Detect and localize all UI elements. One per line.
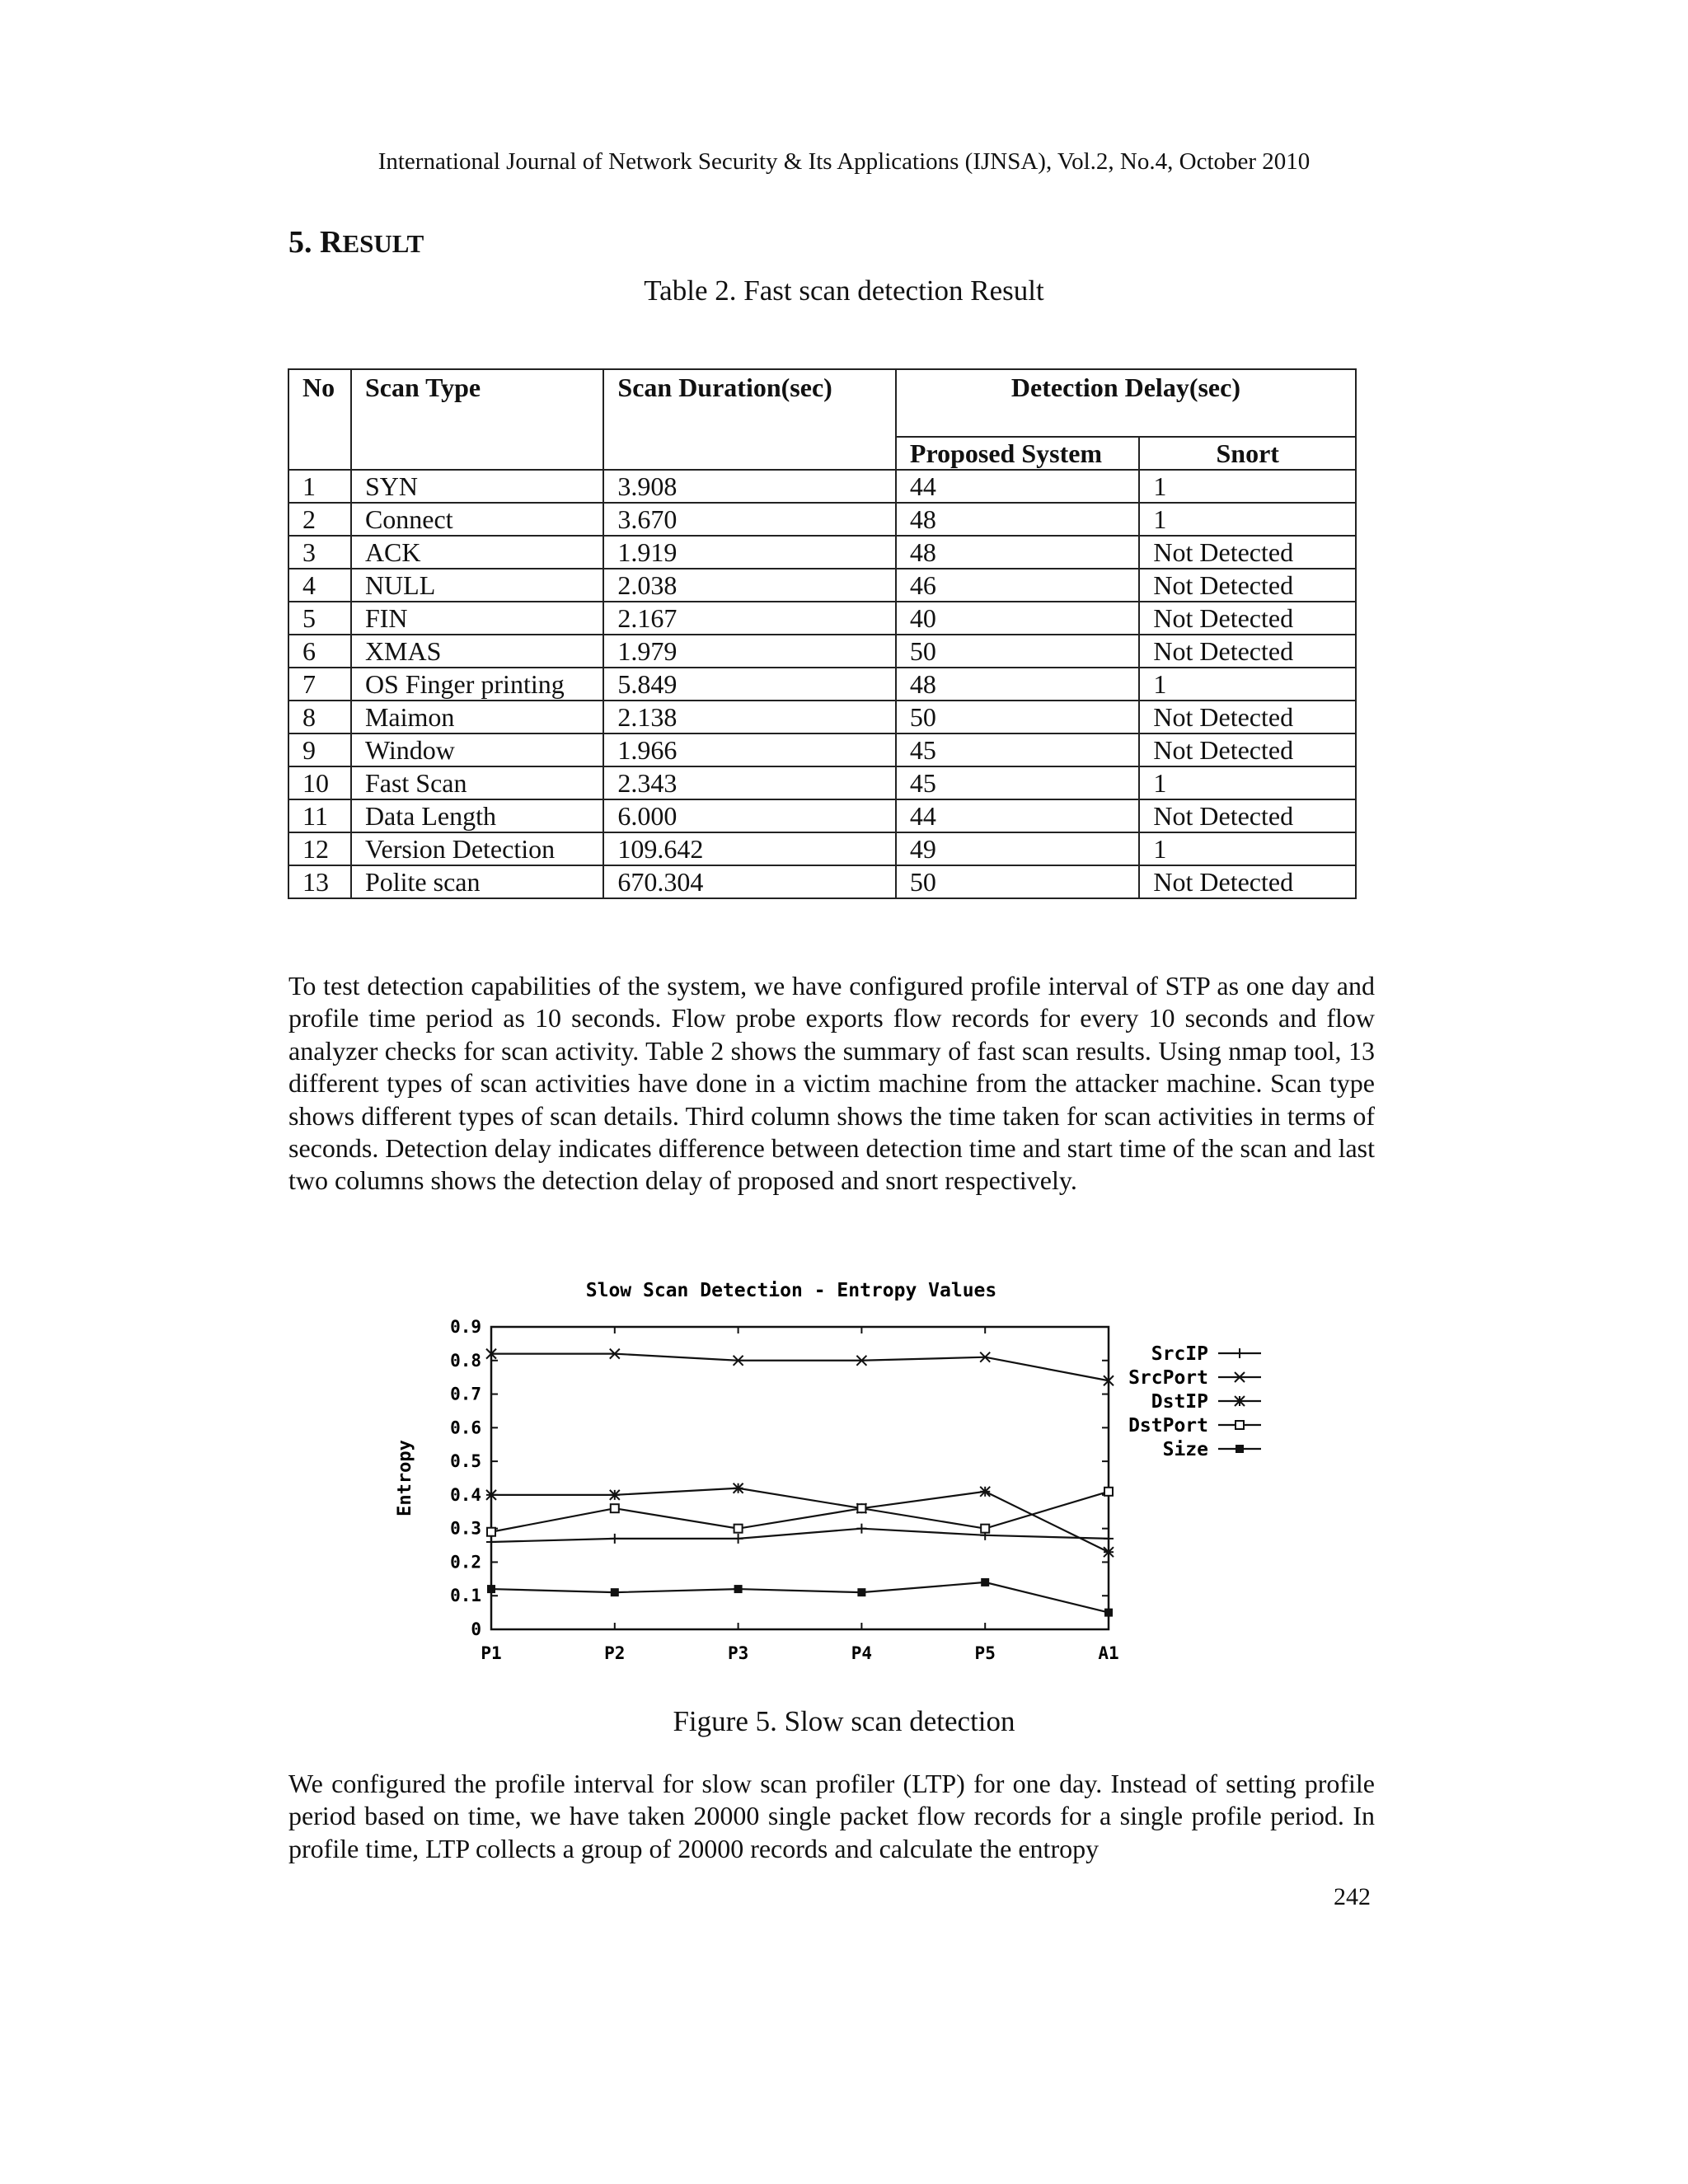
- cell-proposed-delay: 50: [896, 701, 1140, 733]
- cell-proposed-delay: 45: [896, 766, 1140, 799]
- cell-proposed-delay: 48: [896, 503, 1140, 536]
- y-tick-label: 0.6: [450, 1418, 481, 1438]
- cell-scan-duration: 1.979: [603, 635, 896, 668]
- data-point-srcip: [856, 1524, 866, 1534]
- legend-marker-dstip: [1235, 1396, 1245, 1406]
- cell-proposed-delay: 48: [896, 536, 1140, 569]
- y-tick-label: 0.8: [450, 1350, 481, 1371]
- cell-no: 13: [288, 865, 351, 898]
- cell-scan-duration: 2.343: [603, 766, 896, 799]
- cell-proposed-delay: 45: [896, 733, 1140, 766]
- y-tick-label: 0.9: [450, 1317, 481, 1337]
- cell-no: 1: [288, 470, 351, 503]
- y-tick-label: 0.2: [450, 1552, 481, 1572]
- legend-label-dstip: DstIP: [1151, 1391, 1208, 1413]
- data-point-size: [611, 1588, 619, 1596]
- cell-scan-duration: 3.908: [603, 470, 896, 503]
- x-tick-label: P1: [481, 1643, 502, 1663]
- data-point-dstport: [857, 1504, 865, 1512]
- cell-scan-type: XMAS: [351, 635, 603, 668]
- data-point-dstip: [980, 1487, 990, 1497]
- legend-marker-dstport: [1236, 1421, 1244, 1429]
- header-proposed-system: Proposed System: [896, 437, 1140, 470]
- table-row: [288, 766, 1356, 799]
- cell-scan-duration: 2.167: [603, 602, 896, 635]
- cell-scan-duration: 2.038: [603, 569, 896, 602]
- legend-label-srcip: SrcIP: [1151, 1343, 1208, 1365]
- table-row: [288, 503, 1356, 536]
- cell-no: 5: [288, 602, 351, 635]
- cell-proposed-delay: 40: [896, 602, 1140, 635]
- paragraph-scan-results: To test detection capabilities of the system, we have configured profile interval of STP as one day and profile time period as 10 seconds. Flow probe exports flow records for every 10 seconds and flow analyzer checks for scan activity. Table 2 shows the summary of fast scan results. Using nmap tool, 13 different types of scan activities have done in a victim machine from the attacker machine. Scan type shows different types of scan details. Third column shows the time taken for scan activities in terms of seconds. Detection delay indicates difference between detection time and start time of the scan and last two columns shows the detection delay of proposed and snort respectively.: [288, 971, 1376, 1196]
- legend-label-size: Size: [1162, 1439, 1208, 1460]
- table-row: [288, 536, 1356, 569]
- header-snort: Snort: [1139, 437, 1356, 470]
- chart-title: Slow Scan Detection - Entropy Values: [585, 1280, 997, 1301]
- cell-snort-delay: Not Detected: [1139, 602, 1356, 635]
- cell-scan-duration: 3.670: [603, 503, 896, 536]
- data-point-dstport: [1104, 1488, 1113, 1496]
- cell-no: 4: [288, 569, 351, 602]
- data-point-dstip: [734, 1483, 743, 1493]
- cell-no: 7: [288, 668, 351, 701]
- cell-scan-type: SYN: [351, 470, 603, 503]
- entropy-line-chart: [379, 1269, 1286, 1690]
- header-scan-type: Scan Type: [351, 369, 603, 470]
- series-line-size: [491, 1582, 1109, 1613]
- data-point-srcip: [610, 1534, 620, 1544]
- x-tick-label: P2: [604, 1643, 626, 1663]
- paragraph-slow-scan: We configured the profile interval for slow scan profiler (LTP) for one day. Instead of setting profile period based on time, we have taken 20000 single packet flow records for a single profile period. In profile time, LTP collects a group of 20000 records and calculate the entropy: [288, 1769, 1375, 1863]
- data-point-srcip: [1104, 1534, 1114, 1544]
- cell-snort-delay: Not Detected: [1139, 733, 1356, 766]
- y-tick-label: 0.1: [450, 1586, 481, 1606]
- running-header: International Journal of Network Security & Its Applications (IJNSA), Vol.2, No.4, October 2010: [377, 148, 1311, 175]
- cell-scan-duration: 109.642: [603, 832, 896, 865]
- table-row: [288, 865, 1356, 898]
- y-tick-label: 0: [471, 1619, 481, 1639]
- table-row: [288, 569, 1356, 602]
- figure-caption: Figure 5. Slow scan detection: [673, 1705, 1015, 1737]
- cell-scan-type: Maimon: [351, 701, 603, 733]
- y-tick-label: 0.7: [450, 1384, 481, 1404]
- section-title-rest: ESULT: [342, 229, 424, 258]
- y-tick-label: 0.5: [450, 1451, 481, 1472]
- cell-scan-type: ACK: [351, 536, 603, 569]
- cell-no: 2: [288, 503, 351, 536]
- cell-no: 9: [288, 733, 351, 766]
- x-tick-label: P3: [727, 1643, 749, 1663]
- page-number: 242: [1334, 1883, 1371, 1910]
- chart-y-axis-label: Entropy: [395, 1440, 415, 1516]
- table-row: [288, 799, 1356, 832]
- data-point-size: [981, 1578, 989, 1586]
- series-line-srcip: [491, 1529, 1109, 1542]
- y-tick-label: 0.3: [450, 1518, 481, 1539]
- cell-scan-type: NULL: [351, 569, 603, 602]
- cell-snort-delay: 1: [1139, 668, 1356, 701]
- header-scan-duration: Scan Duration(sec): [603, 369, 896, 470]
- plot-frame: [491, 1327, 1109, 1629]
- data-point-dstip: [610, 1490, 620, 1500]
- cell-no: 6: [288, 635, 351, 668]
- table-body: [288, 470, 1356, 898]
- header-detection-delay: Detection Delay(sec): [896, 369, 1356, 437]
- table-row: [288, 733, 1356, 766]
- cell-scan-type: Window: [351, 733, 603, 766]
- table-row: [288, 668, 1356, 701]
- cell-snort-delay: Not Detected: [1139, 569, 1356, 602]
- cell-scan-type: Connect: [351, 503, 603, 536]
- table-caption: Table 2. Fast scan detection Result: [644, 274, 1044, 307]
- cell-scan-duration: 2.138: [603, 701, 896, 733]
- data-point-dstport: [611, 1504, 619, 1512]
- cell-snort-delay: 1: [1139, 470, 1356, 503]
- cell-scan-duration: 6.000: [603, 799, 896, 832]
- data-point-size: [1104, 1609, 1113, 1617]
- cell-scan-duration: 1.919: [603, 536, 896, 569]
- section-title-first: R: [320, 225, 343, 260]
- cell-no: 12: [288, 832, 351, 865]
- cell-no: 8: [288, 701, 351, 733]
- section-number: 5.: [288, 225, 320, 260]
- cell-no: 11: [288, 799, 351, 832]
- cell-proposed-delay: 44: [896, 799, 1140, 832]
- cell-snort-delay: Not Detected: [1139, 701, 1356, 733]
- data-point-dstport: [734, 1525, 743, 1533]
- data-point-dstip: [1104, 1547, 1114, 1557]
- header-no: No: [288, 369, 351, 470]
- x-tick-label: A1: [1098, 1643, 1119, 1663]
- table-row: [288, 701, 1356, 733]
- cell-scan-duration: 1.966: [603, 733, 896, 766]
- x-tick-label: P4: [851, 1643, 873, 1663]
- data-point-size: [487, 1585, 495, 1593]
- cell-scan-duration: 670.304: [603, 865, 896, 898]
- data-point-srcip: [486, 1537, 496, 1547]
- x-tick-label: P5: [974, 1643, 996, 1663]
- series-line-srcport: [491, 1354, 1109, 1381]
- results-table: [288, 368, 1357, 899]
- cell-no: 10: [288, 766, 351, 799]
- data-point-dstport: [981, 1525, 989, 1533]
- data-point-srcip: [734, 1534, 743, 1544]
- table-row: [288, 635, 1356, 668]
- table-row: [288, 470, 1356, 503]
- cell-scan-type: Data Length: [351, 799, 603, 832]
- legend-label-srcport: SrcPort: [1128, 1367, 1208, 1389]
- legend-marker-srcip: [1235, 1348, 1245, 1358]
- cell-proposed-delay: 49: [896, 832, 1140, 865]
- cell-snort-delay: 1: [1139, 503, 1356, 536]
- data-point-size: [734, 1585, 743, 1593]
- y-tick-label: 0.4: [450, 1484, 481, 1505]
- table-header-row: [288, 369, 1356, 437]
- cell-proposed-delay: 50: [896, 865, 1140, 898]
- section-heading: [288, 224, 424, 260]
- cell-snort-delay: Not Detected: [1139, 536, 1356, 569]
- table-row: [288, 602, 1356, 635]
- cell-scan-type: FIN: [351, 602, 603, 635]
- cell-proposed-delay: 46: [896, 569, 1140, 602]
- cell-snort-delay: Not Detected: [1139, 635, 1356, 668]
- legend-label-dstport: DstPort: [1128, 1415, 1208, 1436]
- data-point-dstip: [486, 1490, 496, 1500]
- table-row: [288, 832, 1356, 865]
- cell-proposed-delay: 50: [896, 635, 1140, 668]
- cell-snort-delay: Not Detected: [1139, 799, 1356, 832]
- cell-proposed-delay: 48: [896, 668, 1140, 701]
- cell-scan-type: Polite scan: [351, 865, 603, 898]
- cell-scan-type: Fast Scan: [351, 766, 603, 799]
- cell-snort-delay: 1: [1139, 766, 1356, 799]
- data-point-size: [857, 1588, 865, 1596]
- cell-proposed-delay: 44: [896, 470, 1140, 503]
- cell-snort-delay: 1: [1139, 832, 1356, 865]
- data-point-dstport: [487, 1528, 495, 1536]
- legend-marker-size: [1236, 1445, 1244, 1453]
- cell-snort-delay: Not Detected: [1139, 865, 1356, 898]
- cell-scan-type: OS Finger printing: [351, 668, 603, 701]
- cell-scan-type: Version Detection: [351, 832, 603, 865]
- cell-no: 3: [288, 536, 351, 569]
- cell-scan-duration: 5.849: [603, 668, 896, 701]
